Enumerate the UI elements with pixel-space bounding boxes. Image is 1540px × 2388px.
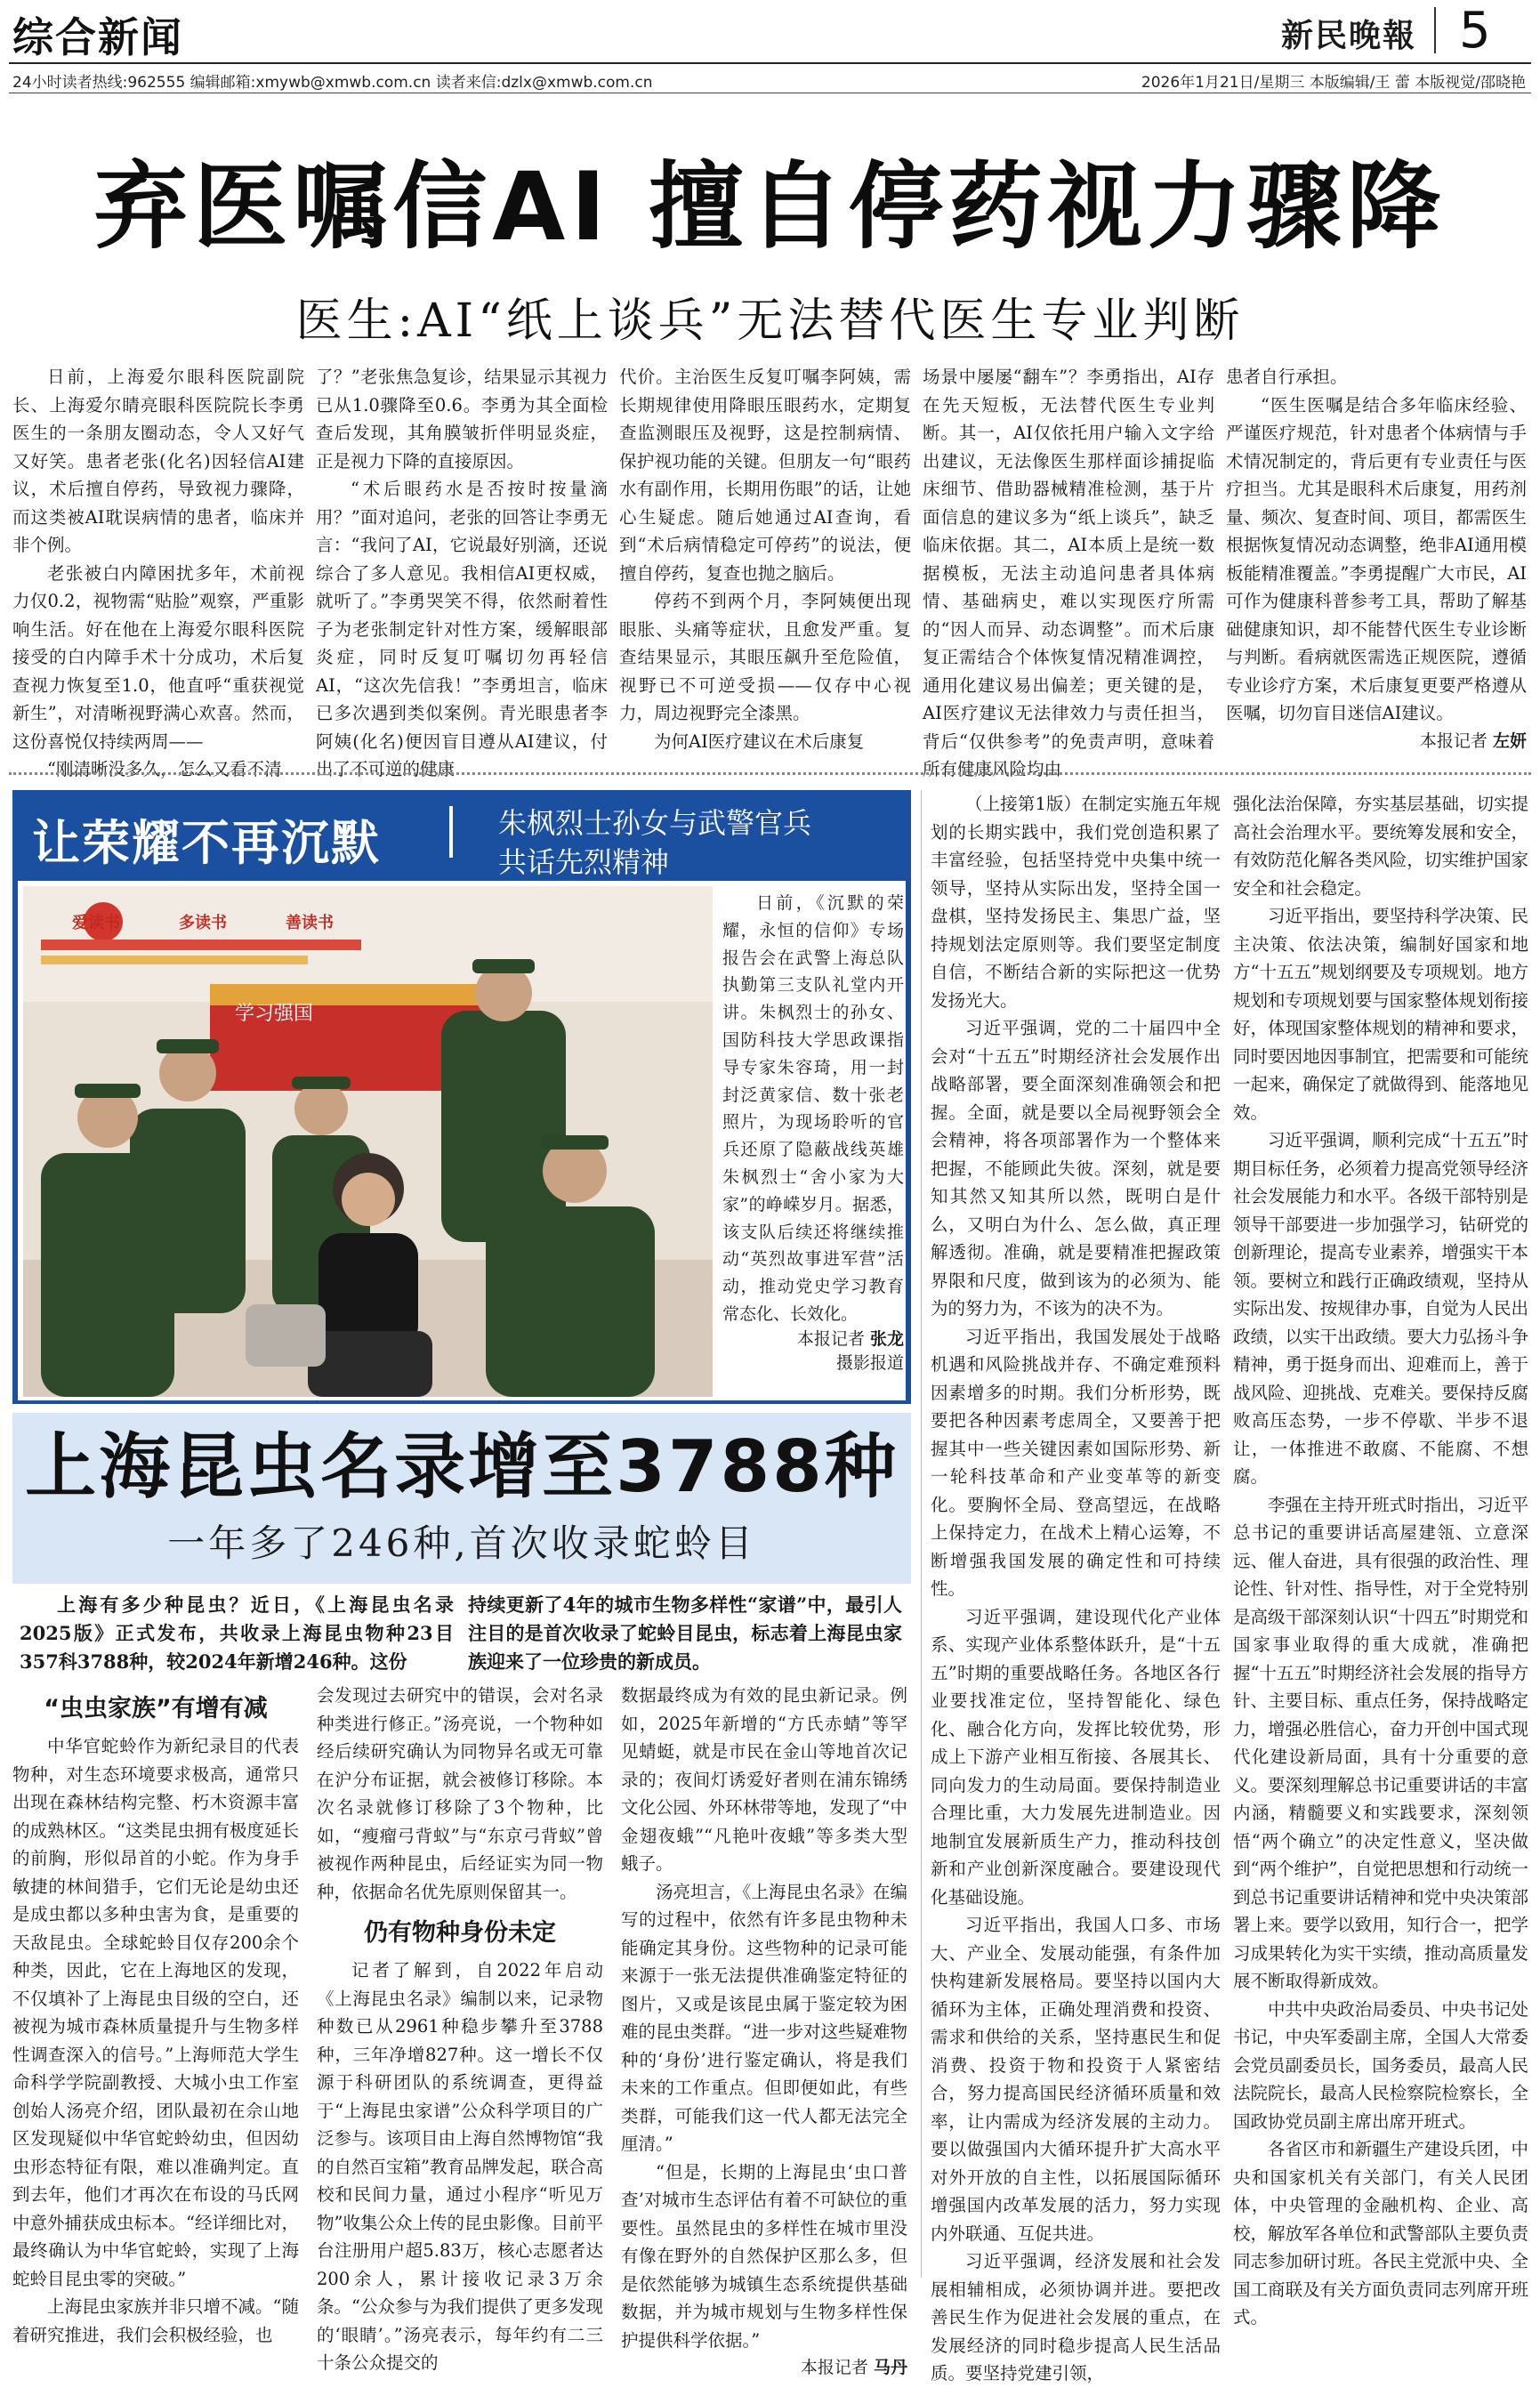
insect-col-2 bbox=[317, 1682, 603, 2373]
paragraph: 中华官蛇蛉作为新纪录目的代表物种，对生态环境要求极高，通常只出现在森林结构完整、朽木资源丰富的成熟林区。“这类昆虫拥有极度延长的前胸，形似昂首的小蛇。作为身手敏捷的林间猎手，它们无论是幼虫还是成虫都以多种虫害为食，是重要的天敌昆虫。全球蛇蛉目仅存200余个种类，因此，它在上海地区的发现，不仅填补了上海昆虫目级的空白，还被视为城市森林质量提升与生物多样性调查深入的信号。”上海师范大学生命科学学院副教授、大城小虫工作室创始人汤亮介绍，团队最初在佘山地区发现疑似中华官蛇蛉幼虫，但因幼虫形态特征有限，难以准确判定。直到去年，他们才再次在布设的马氏网中意外捕获成虫标本。“经详细比对，最终确认为中华官蛇蛉，实现了上海蛇蛉目昆虫零的突破。” bbox=[12, 1736, 299, 2289]
main-col-1 bbox=[12, 363, 304, 779]
paragraph: 习近平强调，经济发展和社会发展相辅相成，必须协调并进。要把改善民生作为促进社会发展的重点，在发展经济的同时稳步提高人民生活品质。要坚持党建引领， bbox=[931, 2251, 1221, 2384]
masthead-divider bbox=[1434, 7, 1436, 53]
paragraph: 习近平强调，建设现代化产业体系、实现产业体系整体跃升，是“十五五”时期的重要战略任务。各地区各行业要找准定位，坚持智能化、绿色化、融合化方向，发挥比较优势，形成上下游产业相互衔接、各展其长、同向发力的生动局面。要保持制造业合理比重，大力发展先进制造业。因地制宜发展新质生产力，推动科技创新和产业创新深度融合。要建设现代化基础设施。 bbox=[931, 1606, 1221, 1908]
paragraph: 各省区市和新疆生产建设兵团，中央和国家机关有关部门，有关人民团体，中央管理的金融机构、企业、高校，解放军各单位和武警部队主要负责同志参加研讨班。各民主党派中央、全国工商联及有关方面负责同志列席开班式。 bbox=[1233, 2139, 1528, 2327]
paragraph: 习近平强调，顺利完成“十五五”时期目标任务，必须着力提高党领导经济社会发展能力和水平。各级干部特别是领导干部要进一步加强学习，钻研党的创新理论，提高专业素养，增强实干本领。要树立和践行正确政绩观，坚持从实际出发、按规律办事，自觉为人民出政绩，以实干出政绩。要大力弘扬斗争精神，勇于挺身而出、迎难而上，善于战风险、迎挑战、克难关。要保持反腐败高压态势，一步不停歇、半步不退让，一体推进不敢腐、不能腐、不想腐。 bbox=[1233, 1130, 1528, 1487]
honor-byline bbox=[722, 1326, 904, 1374]
paragraph: 数据最终成为有效的昆虫新记录。例如，2025年新增的“方氏赤蜻”等罕见蜻蜓，就是市民在金山等地首次记录的；夜间灯诱爱好者则在浦东锦绣文化公园、外环林带等地，发现了“中金翅夜蛾”“凡艳叶夜蛾”等多类大型蛾子。 bbox=[621, 1685, 907, 1874]
byline-label: 本报记者 bbox=[796, 1329, 865, 1349]
section-title: 综合新闻 bbox=[12, 13, 183, 61]
paragraph: “医生医嘱是结合多年临床经验、严谨医疗规范，针对患者个体病情与手术情况制定的，背后更有专业责任与医疗担当。尤其是眼科术后康复，用药剂量、频次、复查时间、项目，都需医生根据恢复情况动态调整，绝非AI通用模板能精准覆盖。”李勇提醒广大市民，AI可作为健康科普参考工具，帮助了解基础健康知识，却不能替代医生专业诊断与判断。看病就医需选正规医院，遵循专业诊疗方案，术后康复更要严格遵从医嘱，切勿盲目迷信AI建议。 bbox=[1226, 394, 1527, 723]
insect-byline bbox=[621, 2354, 907, 2378]
main-col-4 bbox=[923, 363, 1214, 779]
paragraph: “刚清晰没多久，怎么又看不清 bbox=[47, 759, 282, 779]
story-separator bbox=[9, 772, 1531, 775]
date-editor-line: 2026年1月21日/星期三 本版编辑/王 蕾 本版视觉/邵晓艳 bbox=[1141, 74, 1526, 92]
photo-credit: 摄影报道 bbox=[835, 1353, 904, 1373]
insect-headline: 上海昆虫名录增至3788种 bbox=[25, 1425, 899, 1508]
paragraph: 习近平指出，我国发展处于战略机遇和风险挑战并存、不确定难预料因素增多的时期。我们分析形势，既要把各种因素考虑周全，又要善于把握其中一些关键因素如国际形势、新一轮科技革命和产业变革等的新变化。要胸怀全局、登高望远，在战略上保持定力，在战术上精心运筹，不断增强我国发展的确定性和可持续性。 bbox=[931, 1326, 1221, 1599]
news-photo bbox=[23, 886, 713, 1397]
insect-col-3 bbox=[621, 1682, 907, 2377]
main-headline: 弃医嘱信AI 擅自停药视力骤降 bbox=[93, 152, 1447, 262]
insect-col-1 bbox=[12, 1682, 299, 2345]
honor-body bbox=[722, 890, 904, 1352]
insect-subhead: 一年多了246种,首次收录蛇蛉目 bbox=[167, 1521, 756, 1565]
paragraph: （上接第1版）在制定实施五年规划的长期实践中，我们党创造积累了丰富经验，包括坚持党中央集中统一领导，坚持从实际出发，坚持全国一盘棋，坚持发扬民主、集思广益，坚持规划法定原则等。我们要坚定制度自信，不断结合新的实际把这一优势发扬光大。 bbox=[931, 794, 1221, 1011]
paragraph: 习近平指出，要坚持科学决策、民主决策、依法决策，编制好国家和地方“十五五”规划纲要及专项规划。地方规划和专项规划要与国家整体规划衔接好，体现国家整体规划的精神和要求，同时要因地因事制宜，把需要和可能统一起来，确保定了就做得到、能落地见效。 bbox=[1233, 906, 1528, 1123]
photo-slogan-3: 善读书 bbox=[286, 914, 334, 932]
byline-name: 张龙 bbox=[869, 1329, 904, 1349]
byline-name: 马丹 bbox=[873, 2358, 907, 2377]
insect-subtitle-1: “虫虫家族”有增有减 bbox=[44, 1695, 268, 1722]
contact-info: 24小时读者热线:962555 编辑邮箱:xmywb@xmwb.com.cn 读者来信:dzlx@xmwb.com.cn bbox=[12, 74, 653, 92]
main-col-5 bbox=[1226, 363, 1527, 763]
honor-subtitle-line-1: 朱枫烈士孙女与武警官兵 bbox=[498, 806, 812, 840]
paragraph: 老张被白内障困扰多年，术前视力仅0.2，视物需“贴脸”观察，严重影响生活。好在他在上海爱尔眼科医院接受的白内障手术十分成功，术后复查视力恢复至1.0，他直呼“重获视觉新生”，对清晰视野满心欢喜。然而，这份喜悦仅持续两周—— bbox=[12, 562, 304, 752]
insect-lead-part-1: 上海有多少种昆虫？近日，《上海昆虫名录2025版》正式发布，共收录上海昆虫物种23目357科3788种，较2024年新增246种。这份 bbox=[20, 1593, 454, 1673]
paragraph: 习近平指出，我国人口多、市场大、产业全、发展动能强，有条件加快构建新发展格局。要坚持以国内大循环为主体，正确处理消费和投资、需求和供给的关系，坚持惠民生和促消费、投资于物和投资于人紧密结合，努力提高国民经济循环质量和效率，让内需成为经济发展的主动力。要以做强国内大循环提升扩大高水平对外开放的自主性，以拓展国际循环增强国内改革发展的活力，努力实现内外联通、互促共进。 bbox=[931, 1915, 1221, 2244]
photo-illustration bbox=[23, 886, 713, 1397]
main-subhead: 医生:AI“纸上谈兵”无法替代医生专业判断 bbox=[295, 294, 1245, 348]
paragraph: 停药不到两个月，李阿姨便出现眼胀、头痛等症状，且愈发严重。复查结果显示，其眼压飙升至危险值，视野已不可逆受损——仅存中心视力，周边视野完全漆黑。 bbox=[619, 591, 911, 723]
paragraph: 代价。主治医生反复叮嘱李阿姨，需长期规律使用降眼压眼药水，定期复查监测眼压及视野，这是控制病情、保护视功能的关键。但朋友一句“眼药水有副作用，长期用伤眼”的话，让她心生疑虑。随后她通过AI查询，看到“术后病情稳定可停药”的说法，便擅自停药，复查也抛之脑后。 bbox=[619, 367, 911, 584]
paragraph: 场景中屡屡“翻车”？李勇指出，AI存在先天短板，无法替代医生专业判断。其一，AI仅依托用户输入文字给出建议，无法像医生那样面诊捕捉临床细节、借助器械精准检测，基于片面信息的建议多为“纸上谈兵”，缺乏临床依据。其二，AI本质上是统一数据模板，无法主动追问患者具体病情、基础病史，难以实现医疗所需的“因人而异、动态调整”。而术后康复正需结合个体恢复情况精准调控，通用化建议易出偏差；更关键的是，AI医疗建议无法律效力与责任担当，背后“仅供参考”的免责声明，意味着所有健康风险均由 bbox=[923, 367, 1214, 779]
paragraph: 患者自行承担。 bbox=[1226, 367, 1348, 387]
insect-subtitle-2: 仍有物种身份未定 bbox=[364, 1919, 556, 1947]
paragraph: 习近平强调，党的二十届四中全会对“十五五”时期经济社会发展作出战略部署，要全面深刻准确领会和把握。全面，就是要以全局视野领会全会精神，将各项部署作为一个整体来把握，不能顾此失彼。深刻，就是要知其然又知其所以然，既明白是什么，又明白为什么、怎么做，真正理解透彻。准确，就是要精准把握政策界限和尺度，做到该为的必须为、能为的努力为，不该为的决不为。 bbox=[931, 1018, 1221, 1319]
main-col-2 bbox=[316, 363, 608, 779]
continuation-divider bbox=[921, 790, 922, 2278]
byline-label: 本报记者 bbox=[1419, 730, 1488, 751]
page-number: 5 bbox=[1459, 2, 1491, 60]
paragraph: 了？”老张焦急复诊，结果显示其视力已从1.0骤降至0.6。李勇为其全面检查后发现，其角膜皱折伴明显炎症，正是视力下降的直接原因。 bbox=[316, 367, 608, 472]
paragraph: 汤亮坦言，《上海昆虫名录》在编写的过程中，依然有许多昆虫物种未能确定其身份。这些物种的记录可能来源于一张无法提供准确鉴定特征的图片，又或是该昆虫属于鉴定较为困难的昆虫类群。“进一步对这些疑难物种的‘身份’进行鉴定确认，将是我们未来的工作重点。但即便如此，有些类群，可能我们这一代人都无法完全厘清。” bbox=[621, 1881, 907, 2154]
continuation-col-1 bbox=[931, 790, 1221, 2384]
paragraph: 记者了解到，自2022年启动《上海昆虫名录》编制以来，记录物种数已从2961种稳步攀升至3788种，三年净增827种。这一增长不仅源于科研团队的系统调查，更得益于“上海昆虫家谱”公众科学项目的广泛参与。该项目由上海自然博物馆“我的自然百宝箱”教育品牌发起，联合高校和民间力量，通过小程序“听见万物”收集公众上传的昆虫影像。目前平台注册用户超5.83万，核心志愿者达200余人，累计接收记录3万余条。“公众参与为我们提供了更多发现的‘眼睛’。”汤亮表示，每年约有二三十条公众提交的 bbox=[317, 1960, 603, 2373]
paragraph: 中共中央政治局委员、中央书记处书记，中央军委副主席，全国人大常委会党员副委员长，国务委员，最高人民法院院长，最高人民检察院检察长，全国政协党员副主席出席开班式。 bbox=[1233, 1998, 1528, 2132]
honor-subtitle-line-2: 共话先烈精神 bbox=[498, 845, 670, 879]
honor-title: 让荣耀不再沉默 bbox=[32, 815, 381, 871]
insect-lead-part-2: 持续更新了4年的城市生物多样性“家谱”中，最引人注目的是首次收录了蛇蛉目昆虫，标志着上海昆虫家族迎来了一位珍贵的新成员。 bbox=[468, 1593, 902, 1673]
honor-title-divider bbox=[449, 806, 453, 858]
byline-name: 左妍 bbox=[1492, 730, 1527, 751]
continuation-col-2 bbox=[1233, 790, 1528, 2327]
paragraph: “但是，长期的上海昆虫‘虫口普查’对城市生态评估有着不可缺位的重要性。虽然昆虫的多样性在城市里没有像在野外的自然保护区那么多，但是依然能够为城镇生态系统提供基础数据，并为城市规划与生物多样性保护提供科学依据。” bbox=[621, 2161, 907, 2351]
paragraph: 为何AI医疗建议在术后康复 bbox=[654, 730, 865, 752]
main-byline bbox=[1226, 728, 1527, 752]
paragraph: “术后眼药水是否按时按量滴用？”面对追问，老张的回答让李勇无言：“我问了AI，它说最好别滴，还说综合了多人意见。我相信AI更权威，就听了。”李勇哭笑不得，依然耐着性子为老张制定针对性方案，缓解眼部炎症，同时反复叮嘱切勿再轻信AI，“这次先信我！”李勇坦言，临床已多次遇到类似案例。青光眼患者李阿姨(化名)便因盲目遵从AI建议，付出了不可逆的健康 bbox=[316, 479, 608, 779]
paragraph: 日前，《沉默的荣耀，永恒的信仰》专场报告会在武警上海总队执勤第三支队礼堂内开讲。朱枫烈士的孙女、国防科技大学思政课指导专家朱容琦，用一封封泛黄家信、数十张老照片，为现场聆听的官兵还原了隐蔽战线英雄朱枫烈士“舍小家为大家”的峥嵘岁月。据悉，该支队后续还将继续推动“英烈故事进军营”活动，推动党史学习教育常态化、长效化。 bbox=[722, 893, 904, 1324]
paragraph: 日前，上海爱尔眼科医院副院长、上海爱尔睛亮眼科医院院长李勇医生的一条朋友圈动态，令人又好气又好笑。患者老张(化名)因轻信AI建议，术后擅自停药，导致视力骤降，而这类被AI耽误病情的患者，临床并非个例。 bbox=[12, 367, 304, 555]
paragraph: 上海昆虫家族并非只增不减。“随着研究推进，我们会积极经验，也 bbox=[12, 2296, 299, 2345]
paragraph: 会发现过去研究中的错误，会对名录种类进行修正。”汤亮说，一个物种如经后续研究确认为同物异名或无可靠在沪分布证据，就会被修订移除。本次名录就修订移除了3个物种，比如，“瘦瘤弓背蚁”与“东京弓背蚁”曾被视作两种昆虫，后经证实为同一物种，依据命名优先原则保留其一。 bbox=[317, 1685, 603, 1902]
byline-label: 本报记者 bbox=[800, 2358, 868, 2377]
header-rule bbox=[9, 62, 1531, 64]
photo-banner-text: 学习强国 bbox=[235, 1003, 314, 1025]
paragraph: 强化法治保障，夯实基层基础，切实提高社会治理水平。要统筹发展和安全，有效防范化解各类风险，切实维护国家安全和社会稳定。 bbox=[1233, 794, 1528, 899]
paragraph: 李强在主持开班式时指出，习近平总书记的重要讲话高屋建瓴、立意深远、催人奋进，具有很强的政治性、理论性、针对性、指导性，对于全党特别是高级干部深刻认识“十四五”时期党和国家事业取得的重大成就，准确把握“十五五”时期经济社会发展的指导方针、主要目标、重点任务，保持战略定力，增强必胜信心，奋力开创中国式现代化建设新局面，具有十分重要的意义。要深刻理解总书记重要讲话的丰富内涵，精髓要义和实践要求，深刻领悟“两个确立”的决定性意义，坚决做到“两个维护”，自觉把思想和行动统一到总书记重要讲话精神和党中央决策部署上来。要学以致用，知行合一，把学习成果转化为实干实绩，推动高质量发展不断取得新成效。 bbox=[1233, 1494, 1528, 1991]
newspaper-masthead: 新民晚報 bbox=[1281, 17, 1417, 54]
photo-slogan-2: 多读书 bbox=[179, 914, 227, 932]
photo-slogan-1: 爱读书 bbox=[72, 914, 120, 932]
main-col-3 bbox=[619, 363, 911, 763]
